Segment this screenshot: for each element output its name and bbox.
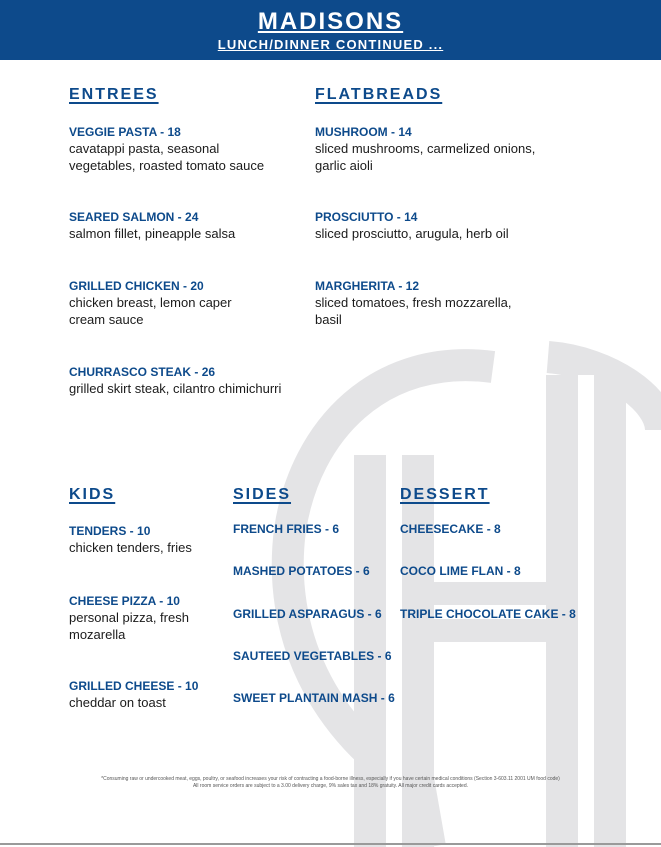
item-description: cheddar on toast bbox=[69, 695, 166, 710]
dessert-item-triple-chocolate-cake bbox=[400, 606, 576, 622]
menu-item-grilled-cheese bbox=[69, 678, 198, 711]
footnote-line: All room service orders are subject to a 3.00 delivery charge, 9% sales tax and 18% gratuity. All major credit cards accepted. bbox=[192, 783, 469, 789]
menu-item-churrasco-steak bbox=[69, 364, 281, 397]
item-name: SEARED SALMON bbox=[69, 210, 175, 224]
item-name: MASHED POTATOES bbox=[233, 564, 353, 578]
item-name-line: CHEESE PIZZA - 10 bbox=[69, 594, 180, 608]
item-name: CHURRASCO STEAK bbox=[69, 365, 192, 379]
item-description: chicken tenders, fries bbox=[69, 540, 192, 555]
item-name-line: GRILLED CHEESE - 10 bbox=[69, 679, 199, 693]
item-name: TENDERS bbox=[69, 524, 127, 538]
item-price: 10 bbox=[166, 594, 180, 608]
item-name-line: TENDERS - 10 bbox=[69, 524, 151, 538]
item-description: salmon fillet, pineapple salsa bbox=[69, 226, 236, 241]
side-item-grilled-asparagus bbox=[233, 606, 382, 622]
item-price: 24 bbox=[185, 210, 199, 224]
item-name-line: COCO LIME FLAN - 8 bbox=[400, 564, 521, 578]
bottom-divider bbox=[0, 843, 661, 845]
item-price: 20 bbox=[190, 279, 204, 293]
item-price: 6 bbox=[388, 691, 395, 705]
item-name: MARGHERITA bbox=[315, 279, 395, 293]
item-name: MUSHROOM bbox=[315, 125, 388, 139]
menu-item-mushroom bbox=[315, 124, 535, 174]
menu-item-prosciutto bbox=[315, 209, 509, 242]
item-name-line: MUSHROOM - 14 bbox=[315, 125, 412, 139]
restaurant-title: MADISONS bbox=[257, 8, 404, 35]
kids-title: KIDS bbox=[69, 486, 116, 503]
item-name-line: GRILLED CHICKEN - 20 bbox=[69, 279, 204, 293]
item-name: SWEET PLANTAIN MASH bbox=[233, 691, 378, 705]
item-description: vegetables, roasted tomato sauce bbox=[69, 158, 265, 173]
menu-item-cheese-pizza bbox=[69, 593, 189, 643]
item-name: FRENCH FRIES bbox=[233, 522, 322, 536]
item-name-line: SEARED SALMON - 24 bbox=[69, 210, 199, 224]
item-description: cavatappi pasta, seasonal bbox=[69, 141, 220, 156]
menu-item-tenders bbox=[69, 523, 192, 556]
item-name-line: TRIPLE CHOCOLATE CAKE - 8 bbox=[400, 607, 576, 621]
item-name-line: CHEESECAKE - 8 bbox=[400, 522, 501, 536]
item-price: 8 bbox=[494, 522, 501, 536]
item-name: GRILLED CHICKEN bbox=[69, 279, 180, 293]
item-name: PROSCIUTTO bbox=[315, 210, 394, 224]
item-price: 8 bbox=[514, 564, 521, 578]
sides-title: SIDES bbox=[233, 486, 292, 503]
entrees-title: ENTREES bbox=[69, 86, 159, 103]
side-item-mashed-potatoes bbox=[233, 563, 370, 579]
dessert-item-cheesecake bbox=[400, 521, 501, 537]
item-name: COCO LIME FLAN bbox=[400, 564, 504, 578]
item-name-line: GRILLED ASPARAGUS - 6 bbox=[233, 607, 382, 621]
item-price: 14 bbox=[404, 210, 418, 224]
item-name: VEGGIE PASTA bbox=[69, 125, 157, 139]
item-name: CHEESE PIZZA bbox=[69, 594, 156, 608]
dessert-item-coco-lime-flan bbox=[400, 563, 521, 579]
item-name: GRILLED CHEESE bbox=[69, 679, 175, 693]
item-description: cream sauce bbox=[69, 312, 144, 327]
item-description: basil bbox=[315, 312, 342, 327]
item-name-line: SWEET PLANTAIN MASH - 6 bbox=[233, 691, 395, 705]
footnote bbox=[40, 776, 621, 790]
item-price: 12 bbox=[405, 279, 420, 293]
item-price: 26 bbox=[201, 365, 216, 379]
side-item-sweet-plantain-mash bbox=[233, 690, 395, 706]
item-description: grilled skirt steak, cilantro chimichurri bbox=[69, 381, 282, 396]
item-price: 6 bbox=[384, 649, 392, 663]
item-description: chicken breast, lemon caper bbox=[69, 295, 232, 310]
menu-subtitle: LUNCH/DINNER CONTINUED ... bbox=[217, 37, 444, 52]
item-name: CHEESECAKE bbox=[400, 522, 484, 536]
side-item-sauteed-vegetables bbox=[233, 648, 392, 664]
menu-item-veggie-pasta bbox=[69, 124, 264, 174]
item-price: 8 bbox=[569, 607, 576, 621]
item-name-line: MASHED POTATOES - 6 bbox=[233, 564, 370, 578]
item-price: 10 bbox=[137, 524, 151, 538]
side-item-french-fries bbox=[233, 521, 339, 537]
dessert-title: DESSERT bbox=[400, 486, 490, 503]
item-price: 10 bbox=[185, 679, 199, 693]
item-description: sliced prosciutto, arugula, herb oil bbox=[315, 226, 509, 241]
item-name-line: MARGHERITA - 12 bbox=[315, 279, 420, 293]
item-price: 6 bbox=[332, 522, 340, 536]
item-description: sliced mushrooms, carmelized onions, bbox=[315, 141, 536, 156]
item-price: 18 bbox=[167, 125, 181, 139]
menu-item-margherita bbox=[315, 278, 512, 328]
menu-item-seared-salmon bbox=[69, 209, 235, 242]
item-name-line: FRENCH FRIES - 6 bbox=[233, 522, 340, 536]
item-name-line: VEGGIE PASTA - 18 bbox=[69, 125, 181, 139]
menu-item-grilled-chicken bbox=[69, 278, 232, 328]
footnote-line: *Consuming raw or undercooked meat, eggs, poultry, or seafood increases your risk of contracting a food-borne illness, especially if you have certain medical conditions (Section 3-603.11 2001 UM food code) bbox=[101, 776, 560, 782]
item-name: TRIPLE CHOCOLATE CAKE bbox=[400, 607, 559, 621]
item-description: mozarella bbox=[69, 627, 126, 642]
flatbreads-title: FLATBREADS bbox=[315, 86, 443, 103]
item-description: sliced tomatoes, fresh mozzarella, bbox=[315, 295, 512, 310]
item-name-line: PROSCIUTTO - 14 bbox=[315, 210, 418, 224]
item-description: personal pizza, fresh bbox=[69, 610, 189, 625]
item-description: garlic aioli bbox=[315, 158, 373, 173]
item-name-line: SAUTEED VEGETABLES - 6 bbox=[233, 649, 392, 663]
item-name: GRILLED ASPARAGUS bbox=[233, 607, 365, 621]
item-price: 6 bbox=[375, 607, 382, 621]
item-name: SAUTEED VEGETABLES bbox=[233, 649, 375, 663]
item-price: 14 bbox=[398, 125, 412, 139]
item-name-line: CHURRASCO STEAK - 26 bbox=[69, 365, 216, 379]
item-price: 6 bbox=[363, 564, 370, 578]
